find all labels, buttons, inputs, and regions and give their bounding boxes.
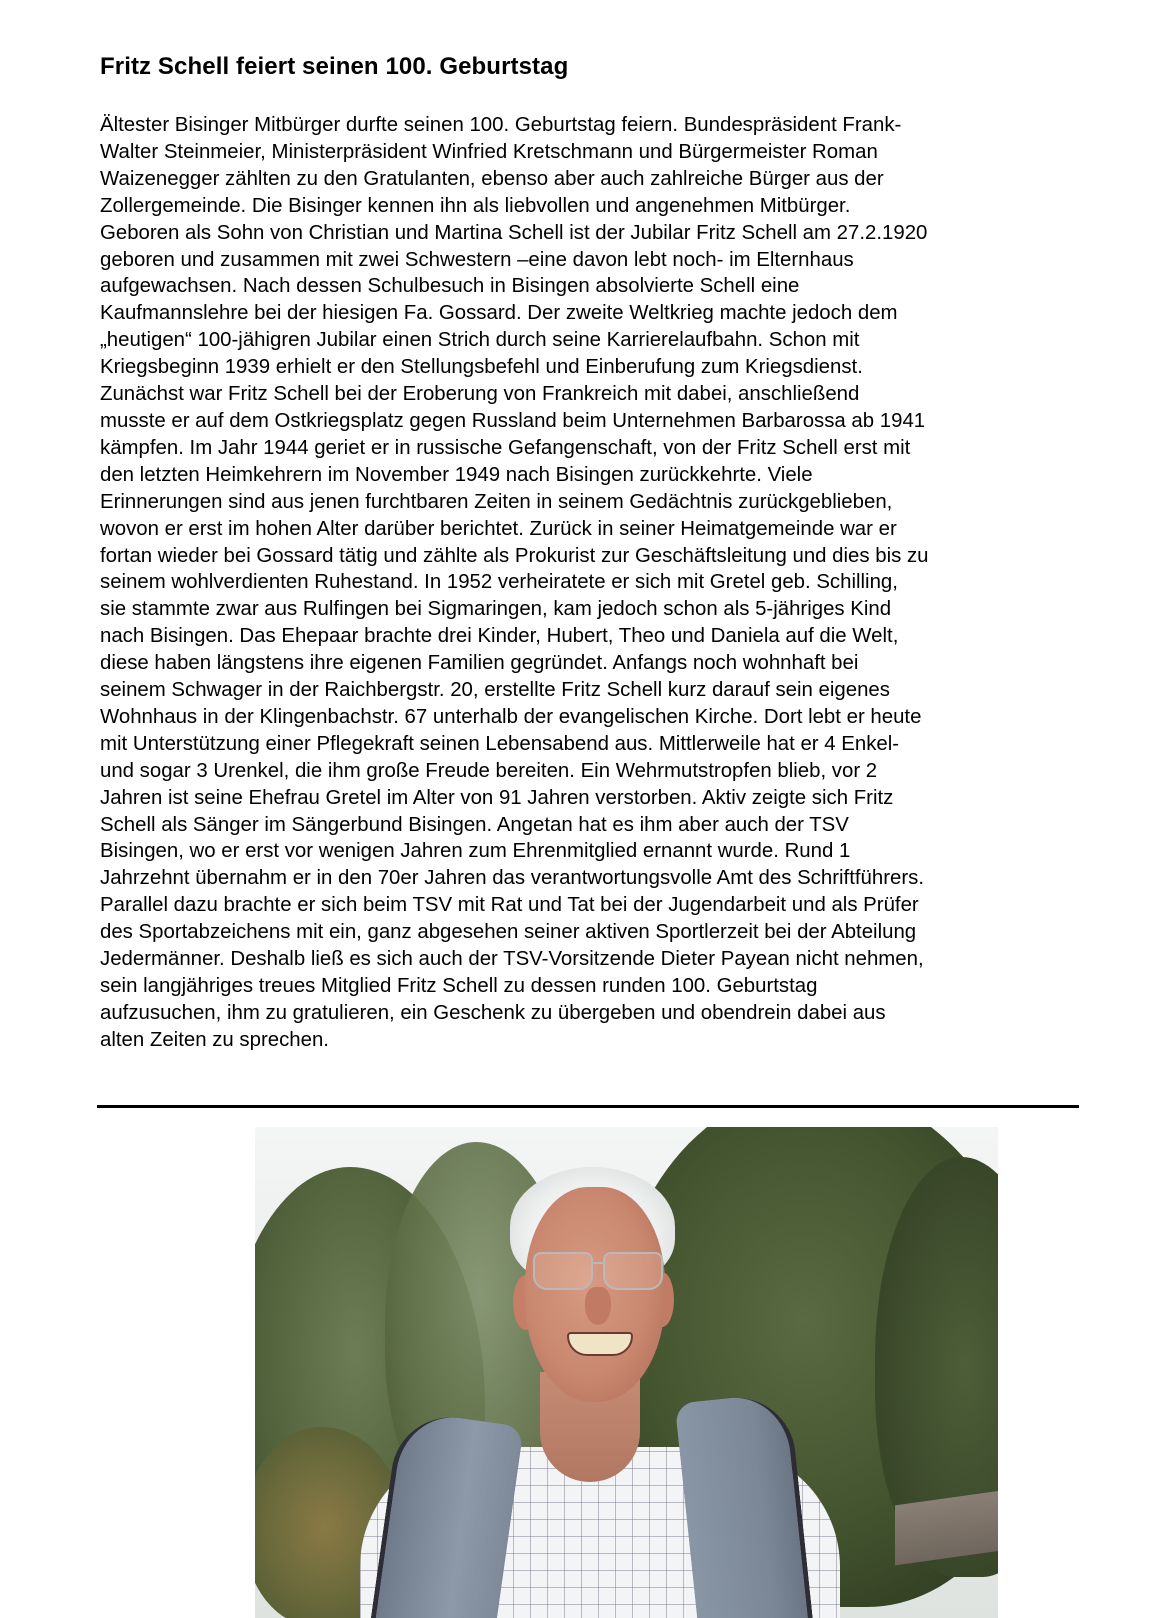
body-text-line: Kaufmannslehre bei der hiesigen Fa. Gossard. Der zweite Weltkrieg machte jedoch dem — [100, 302, 898, 325]
body-text-line: Waizenegger zählten zu den Gratulanten, ebenso aber auch zahlreiche Bürger aus der — [100, 167, 884, 190]
glasses — [533, 1252, 663, 1290]
body-text-line: nach Bisingen. Das Ehepaar brachte drei Kinder, Hubert, Theo und Daniela auf die Welt, — [100, 625, 899, 648]
body-text-line: kämpfen. Im Jahr 1944 geriet er in russische Gefangenschaft, von der Fritz Schell erst mit — [100, 436, 911, 459]
article-title: Fritz Schell feiert seinen 100. Geburtstag — [100, 53, 569, 80]
body-text-line: Zunächst war Fritz Schell bei der Eroberung von Frankreich mit dabei, anschließend — [100, 383, 860, 406]
body-text-line: seinem wohlverdienten Ruhestand. In 1952 verheiratete er sich mit Gretel geb. Schilling, — [100, 571, 898, 594]
body-text-line: den letzten Heimkehrern im November 1949 nach Bisingen zurückkehrte. Viele — [100, 463, 813, 486]
body-text-line: Kriegsbeginn 1939 erhielt er den Stellungsbefehl und Einberufung zum Kriegsdienst. — [100, 356, 863, 379]
body-text-line: fortan wieder bei Gossard tätig und zählte als Prokurist zur Geschäftsleitung und dies bis zu — [100, 544, 929, 567]
body-text-line: aufgewachsen. Nach dessen Schulbesuch in Bisingen absolvierte Schell eine — [100, 275, 800, 298]
body-text-line: Walter Steinmeier, Ministerpräsident Winfried Kretschmann und Bürgermeister Roman — [100, 140, 878, 163]
body-text-line: Ältester Bisinger Mitbürger durfte seinen 100. Geburtstag feiern. Bundespräsident Frank- — [100, 114, 902, 136]
body-text-line: Jahrzehnt übernahm er in den 70er Jahren das verantwortungsvolle Amt des Schriftführers. — [100, 867, 924, 890]
body-text-line: alten Zeiten zu sprechen. — [100, 1028, 329, 1051]
body-text-line: aufzusuchen, ihm zu gratulieren, ein Geschenk zu übergeben und obendrein dabei aus — [100, 1001, 886, 1024]
body-text-line: Jedermänner. Deshalb ließ es sich auch der TSV-Vorsitzende Dieter Payean nicht nehmen, — [100, 948, 924, 971]
body-text-line: wovon er erst im hohen Alter darüber berichtet. Zurück in seiner Heimatgemeinde war er — [100, 517, 897, 540]
portrait-photo — [255, 1127, 998, 1618]
vest-right-panel — [675, 1392, 821, 1618]
left-lens — [533, 1252, 593, 1290]
vest-left-panel — [361, 1410, 524, 1618]
horizontal-divider — [97, 1105, 1079, 1108]
body-text-line: Parallel dazu brachte er sich beim TSV mit Rat und Tat bei der Jugendarbeit und als Prüfer — [100, 894, 919, 917]
body-text-line: musste er auf dem Ostkriegsplatz gegen Russland beim Unternehmen Barbarossa ab 1941 — [100, 409, 926, 432]
body-text-line: geboren und zusammen mit zwei Schwestern –eine davon lebt noch- im Elternhaus — [100, 248, 854, 271]
body-text-line: mit Unterstützung einer Pflegekraft seinen Lebensabend aus. Mittlerweile hat er 4 Enkel- — [100, 732, 900, 755]
body-text-line: Schell als Sänger im Sängerbund Bisingen. Angetan hat es ihm aber auch der TSV — [100, 813, 849, 836]
body-text-line: Wohnhaus in der Klingenbachstr. 67 unterhalb der evangelischen Kirche. Dort lebt er heute — [100, 705, 922, 728]
body-text-line: diese haben längstens ihre eigenen Familien gegründet. Anfangs noch wohnhaft bei — [100, 652, 859, 675]
body-text-line: Jahren ist seine Ehefrau Gretel im Alter von 91 Jahren verstorben. Aktiv zeigte sich Fritz — [100, 786, 894, 809]
article-body — [100, 112, 1060, 1054]
nose — [585, 1287, 611, 1325]
right-lens — [603, 1252, 663, 1290]
smile — [567, 1332, 633, 1356]
body-text-line: des Sportabzeichens mit ein, ganz abgesehen seiner aktiven Sportlerzeit bei der Abteilung — [100, 921, 917, 944]
body-text-line: seinem Schwager in der Raichbergstr. 20, erstellte Fritz Schell kurz darauf sein eigenes — [100, 679, 890, 702]
body-text-line: Bisingen, wo er erst vor wenigen Jahren zum Ehrenmitglied ernannt wurde. Rund 1 — [100, 840, 851, 863]
body-text-line: sie stammte zwar aus Rulfingen bei Sigmaringen, kam jedoch schon als 5-jähriges Kind — [100, 598, 892, 621]
body-text-line: Erinnerungen sind aus jenen furchtbaren Zeiten in seinem Gedächtnis zurückgeblieben, — [100, 490, 893, 513]
body-text-line: Geboren als Sohn von Christian und Martina Schell ist der Jubilar Fritz Schell am 27.2.1920 — [100, 221, 928, 244]
body-text-line: „heutigen“ 100-jähigren Jubilar einen Strich durch seine Karrierelaufbahn. Schon mit — [100, 329, 860, 352]
photo-person — [255, 1127, 998, 1618]
body-text-line: Zollergemeinde. Die Bisinger kennen ihn als liebvollen und angenehmen Mitbürger. — [100, 194, 851, 217]
body-text-line: und sogar 3 Urenkel, die ihm große Freude bereiten. Ein Wehrmutstropfen blieb, vor 2 — [100, 759, 878, 782]
body-text-line: sein langjähriges treues Mitglied Fritz Schell zu dessen runden 100. Geburtstag — [100, 975, 818, 997]
